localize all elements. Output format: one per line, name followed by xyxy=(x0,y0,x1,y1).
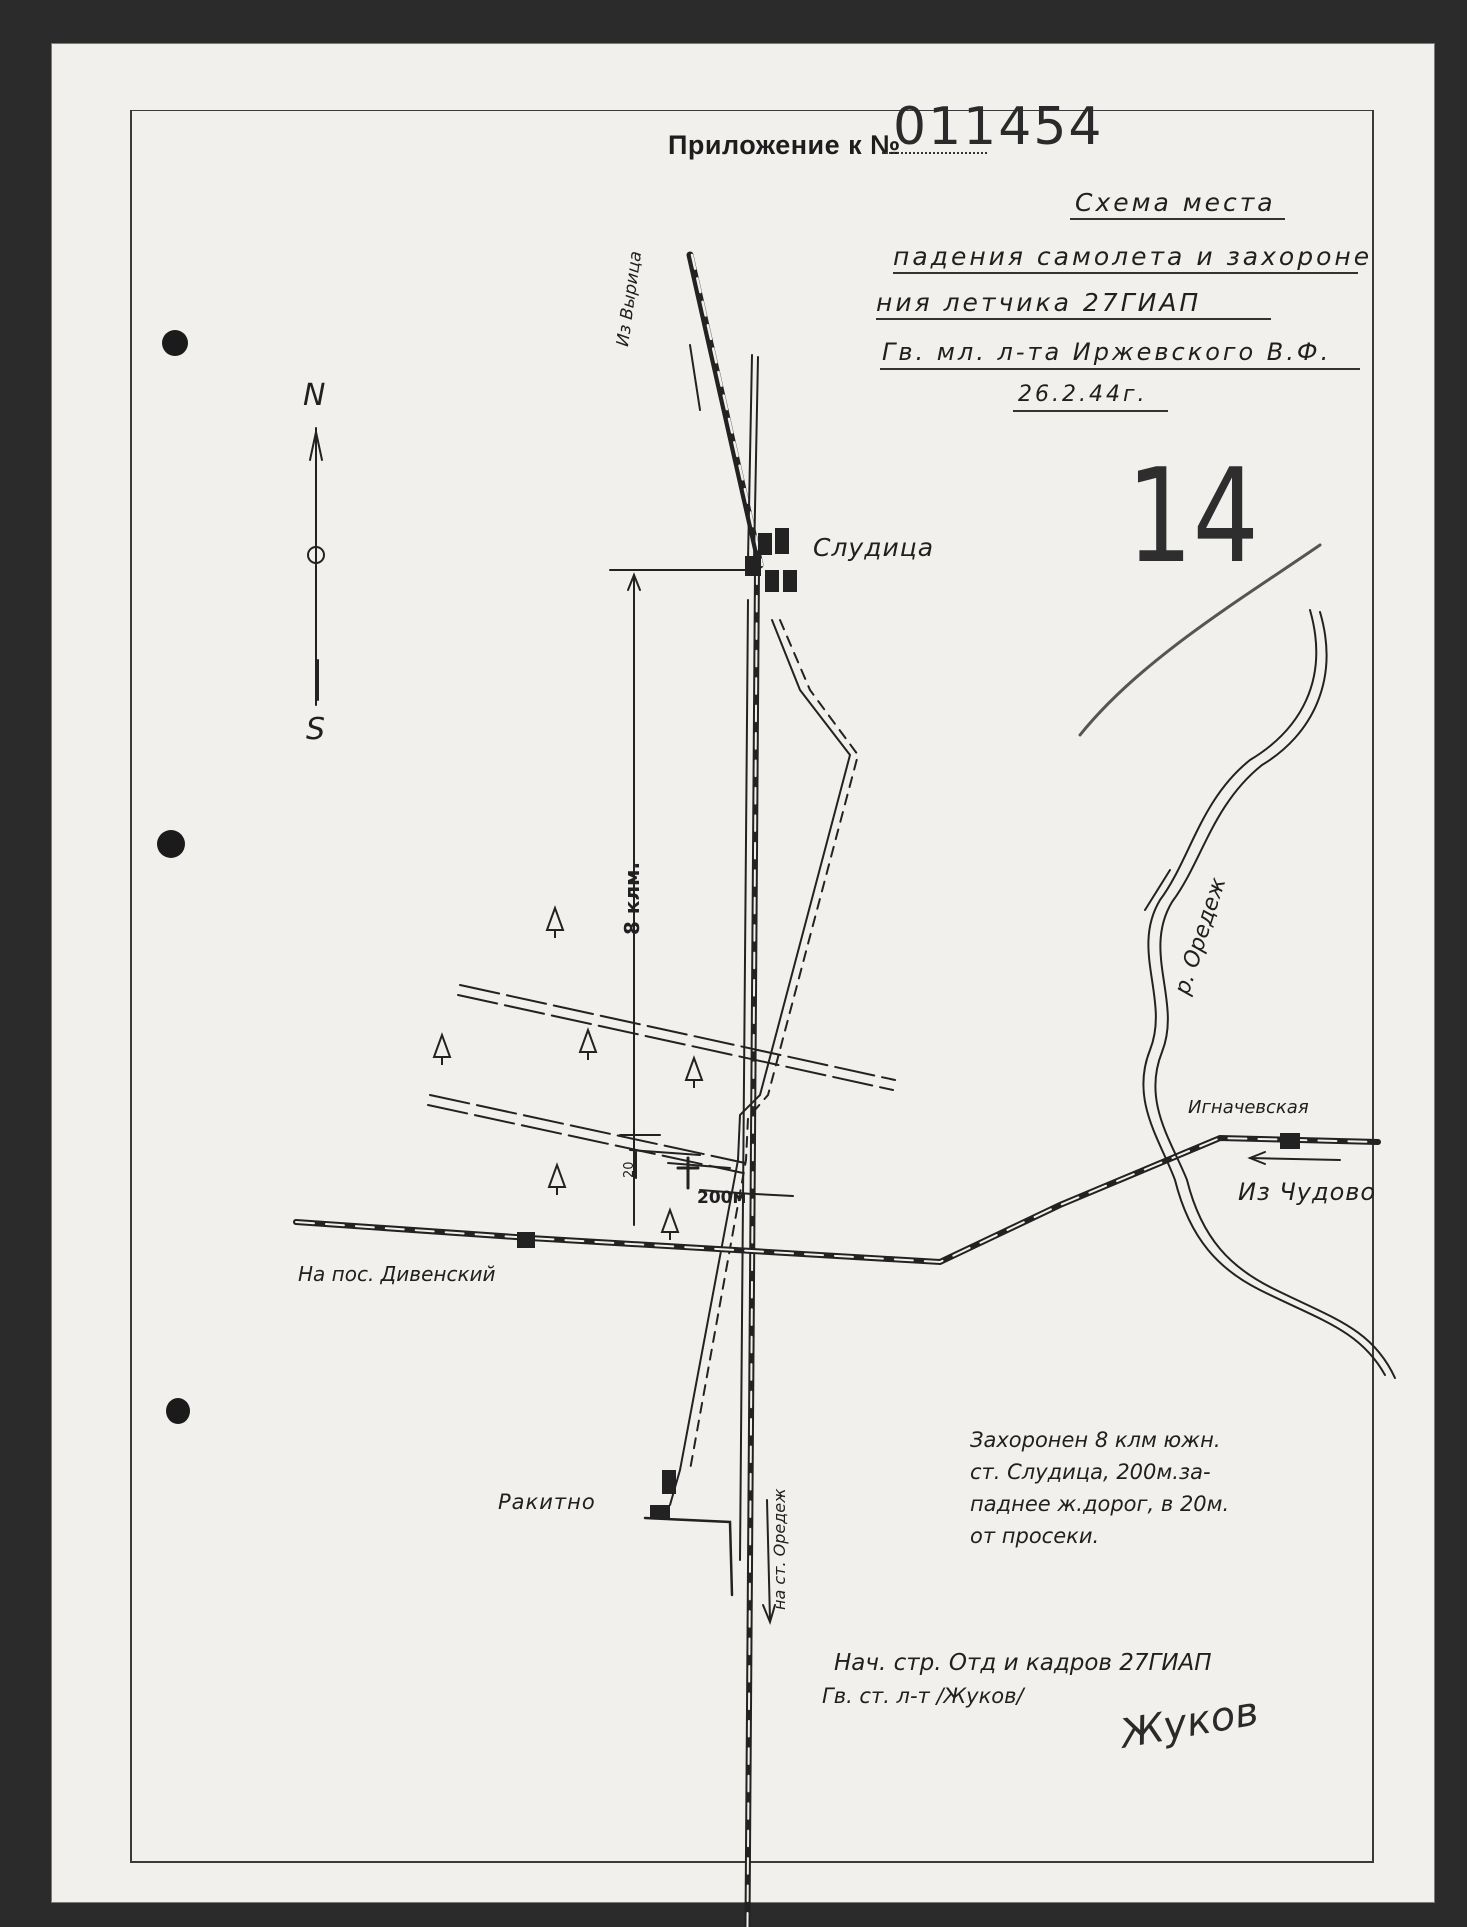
railway-south xyxy=(747,568,757,1927)
river-oredezh xyxy=(1143,610,1395,1378)
compass-south: S xyxy=(306,712,326,747)
burial-note-line-4: от просеки. xyxy=(970,1524,1100,1548)
title-underline-2 xyxy=(893,272,1358,274)
title-line-4: Гв. мл. л-та Иржевского В.Ф. xyxy=(882,338,1332,366)
burial-note-line-3: паднее ж.дорог, в 20м. xyxy=(970,1492,1230,1516)
compass-arrow xyxy=(308,428,324,705)
rakitno-spur xyxy=(645,1518,732,1595)
burial-note-line-2: ст. Слудица, 200м.за- xyxy=(970,1460,1211,1484)
label-from-chudovo: Из Чудово xyxy=(1238,1178,1377,1206)
label-rakitno: Ракитно xyxy=(498,1490,596,1514)
label-two-hundred-m: 200м xyxy=(697,1188,747,1208)
archive-page-mark: 14 xyxy=(1126,440,1259,592)
forest-clearing xyxy=(428,985,895,1173)
title-underline-5 xyxy=(1013,410,1168,412)
arrow-from-chudovo xyxy=(1250,1152,1340,1164)
signature-line-2: Гв. ст. л-т /Жуков/ xyxy=(822,1684,1024,1708)
label-ignatchevskaya: Игначевская xyxy=(1188,1097,1309,1118)
title-underlines xyxy=(1070,218,1285,220)
label-eight-km: 8 клм. xyxy=(620,861,644,935)
appendix-underline xyxy=(882,152,987,154)
tree-icons xyxy=(434,908,702,1240)
title-underline-4 xyxy=(880,368,1360,370)
label-from-vyritsa: Из Вырица xyxy=(613,249,647,348)
appendix-number: 011454 xyxy=(893,97,1104,157)
road-north-2 xyxy=(754,357,758,560)
railway-south-rail xyxy=(740,600,748,1560)
road-sluditsa-rakitno xyxy=(670,620,850,1505)
signature-line-1: Нач. стр. Отд и кадров 27ГИАП xyxy=(834,1650,1212,1676)
handwritten-signature: Жуков xyxy=(1117,1688,1262,1758)
label-twenty-m: 20 xyxy=(622,1161,637,1178)
burial-note-line-1: Захоронен 8 клм южн. xyxy=(970,1428,1221,1452)
title-underline-3 xyxy=(876,318,1271,320)
compass-north: N xyxy=(303,378,326,413)
appendix-label xyxy=(668,130,901,161)
title-line-2: падения самолета и захороне xyxy=(893,242,1373,271)
title-line-3: ния летчика 27ГИАП xyxy=(876,288,1202,317)
title-line-1: Схема места xyxy=(1075,188,1276,217)
label-river-oredezh: р. Оредеж xyxy=(1170,874,1232,998)
label-sluditsa: Слудица xyxy=(813,533,935,562)
appendix-prefix: Приложение к № xyxy=(668,130,901,160)
arrow-from-vyritsa xyxy=(690,345,700,410)
label-to-divensky: На пос. Дивенский xyxy=(298,1262,496,1286)
label-to-oredezh-station: на ст. Оредеж xyxy=(770,1488,789,1610)
title-date: 26.2.44г. xyxy=(1018,382,1148,407)
